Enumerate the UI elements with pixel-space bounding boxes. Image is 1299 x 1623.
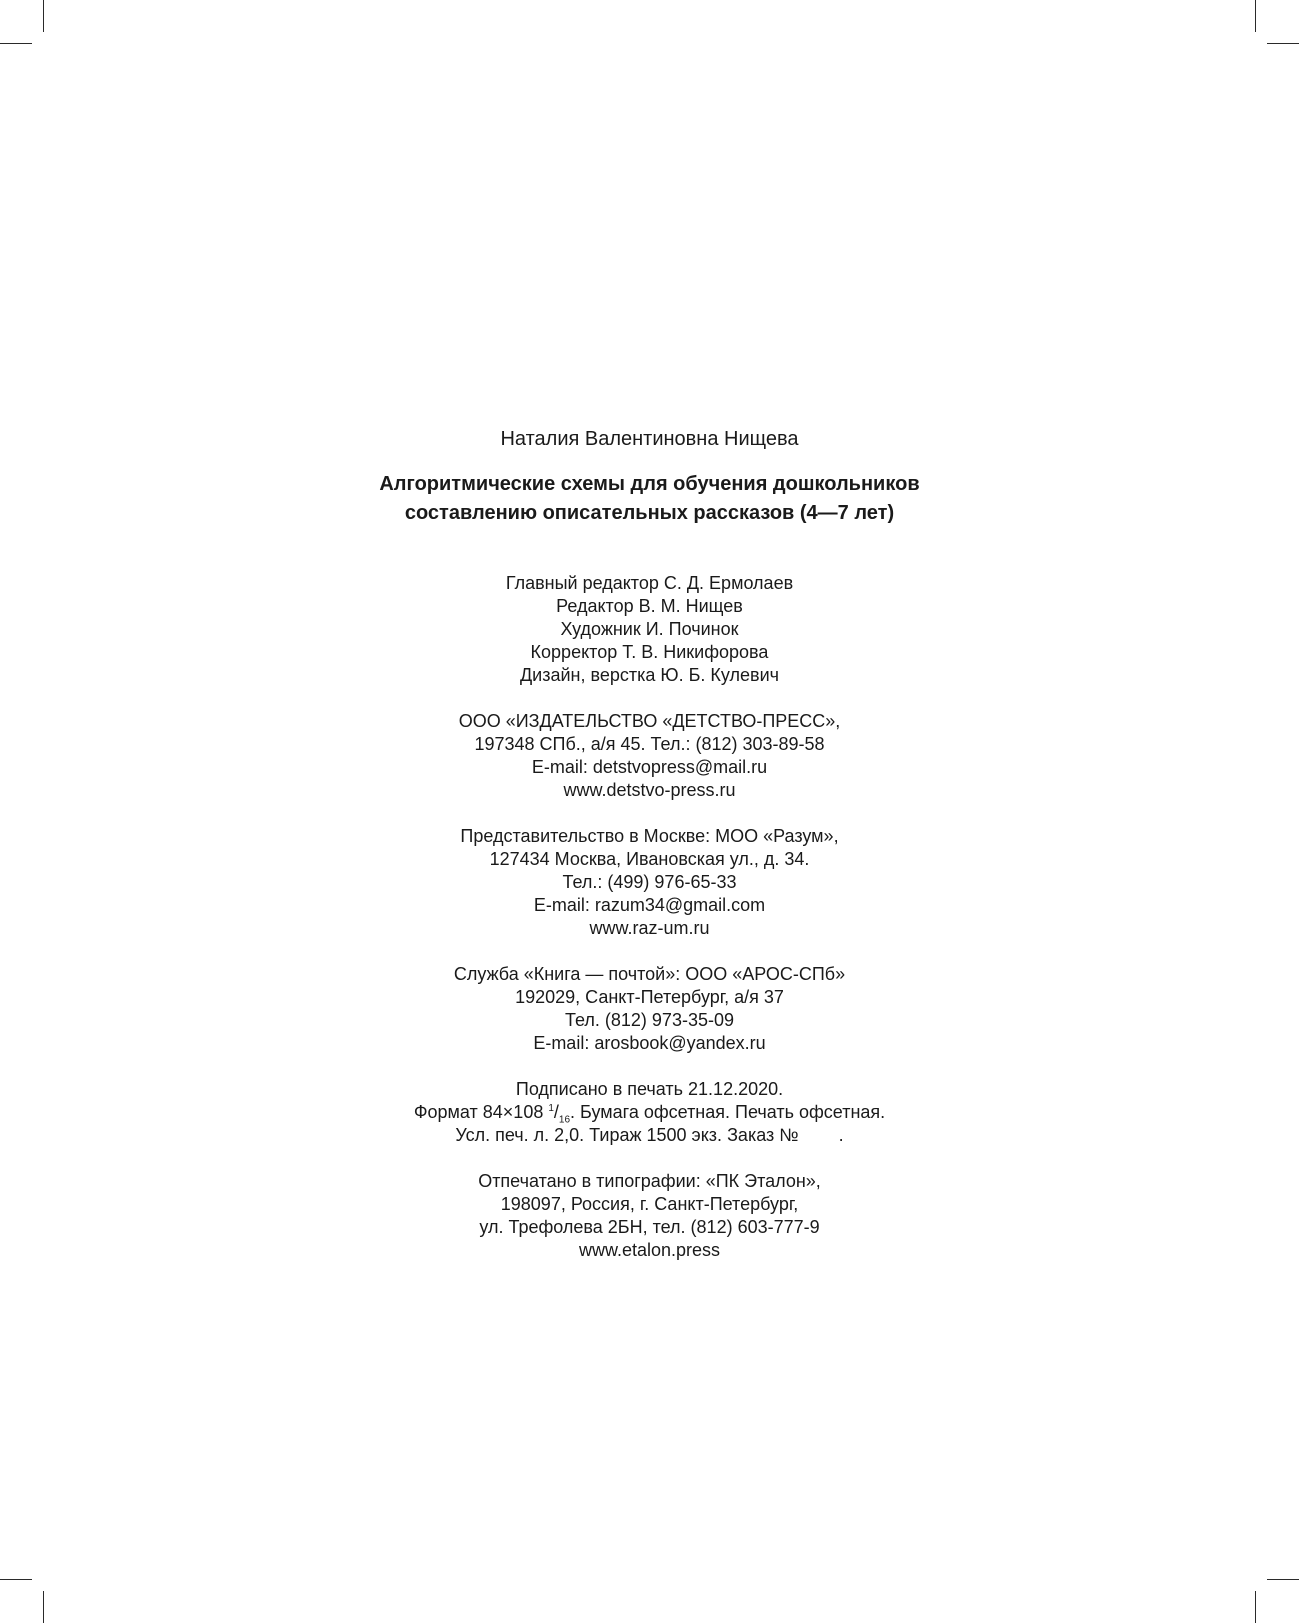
moscow-office-phone: Тел.: (499) 976-65-33 [562,872,737,892]
publisher-website: www.detstvo-press.ru [563,780,736,800]
crop-mark-top-right-horizontal [1267,43,1299,44]
print-format-slash: / [553,1102,559,1122]
crop-mark-bottom-right-vertical [1255,1591,1256,1623]
imprint-page [0,426,1299,1285]
author-name: Наталия Валентиновна Нищева [500,428,799,450]
publisher-email: E-mail: detstvopress@mail.ru [531,757,768,777]
crop-mark-bottom-left-horizontal [0,1579,32,1580]
credit-proofreader: Корректор Т. В. Никифорова [530,642,769,662]
print-format-prefix: Формат 84×108 [413,1102,549,1122]
crop-mark-bottom-left-vertical [43,1591,44,1623]
book-title-line: Алгоритмические схемы для обучения дошкольников [379,473,920,495]
book-title-line: составлению описательных рассказов (4—7 лет) [404,502,895,524]
crop-mark-top-left-horizontal [0,43,32,44]
print-format-suffix: . Бумага офсетная. Печать офсетная. [570,1102,886,1122]
credit-artist: Художник И. Починок [560,619,739,639]
mail-service-info [0,963,1299,1055]
mail-service-phone: Тел. (812) 973-35-09 [565,1010,734,1030]
print-circulation: Усл. печ. л. 2,0. Тираж 1500 экз. Заказ № . [455,1125,844,1145]
credit-chief-editor: Главный редактор С. Д. Ермолаев [505,573,794,593]
moscow-office-address: 127434 Москва, Ивановская ул., д. 34. [489,849,810,869]
print-details [0,1078,1299,1147]
publisher-address: 197348 СПб., а/я 45. Тел.: (812) 303-89-58 [474,734,825,754]
moscow-office-website: www.raz-um.ru [589,918,710,938]
print-format-numerator: 1 [548,1103,554,1114]
publisher-info [0,710,1299,802]
credit-editor: Редактор В. М. Нищев [556,596,743,616]
moscow-office-name: Представительство в Москве: МОО «Разум», [460,826,839,846]
moscow-office-info [0,825,1299,940]
printer-address: 198097, Россия, г. Санкт-Петербург, [500,1194,799,1214]
moscow-office-email: E-mail: razum34@gmail.com [533,895,766,915]
print-format-denominator: 16 [558,1114,571,1126]
mail-service-email: E-mail: arosbook@yandex.ru [533,1033,766,1053]
book-title [0,470,1299,528]
crop-mark-top-right-vertical [1255,0,1256,32]
print-format [0,1101,1299,1124]
printer-info [0,1170,1299,1262]
print-signed-date: Подписано в печать 21.12.2020. [515,1079,784,1099]
mail-service-address: 192029, Санкт-Петербург, а/я 37 [515,987,784,1007]
credit-design: Дизайн, верстка Ю. Б. Кулевич [519,665,779,685]
printer-street-phone: ул. Трефолева 2БН, тел. (812) 603-777-9 [479,1217,820,1237]
printer-website: www.etalon.press [578,1240,721,1260]
crop-mark-bottom-right-horizontal [1267,1579,1299,1580]
staff-credits [0,572,1299,687]
printer-name: Отпечатано в типографии: «ПК Эталон», [478,1171,821,1191]
crop-mark-top-left-vertical [43,0,44,32]
mail-service-name: Служба «Книга — почтой»: ООО «АРОС-СПб» [453,964,846,984]
publisher-name: ООО «ИЗДАТЕЛЬСТВО «ДЕТСТВО-ПРЕСС», [458,711,841,731]
